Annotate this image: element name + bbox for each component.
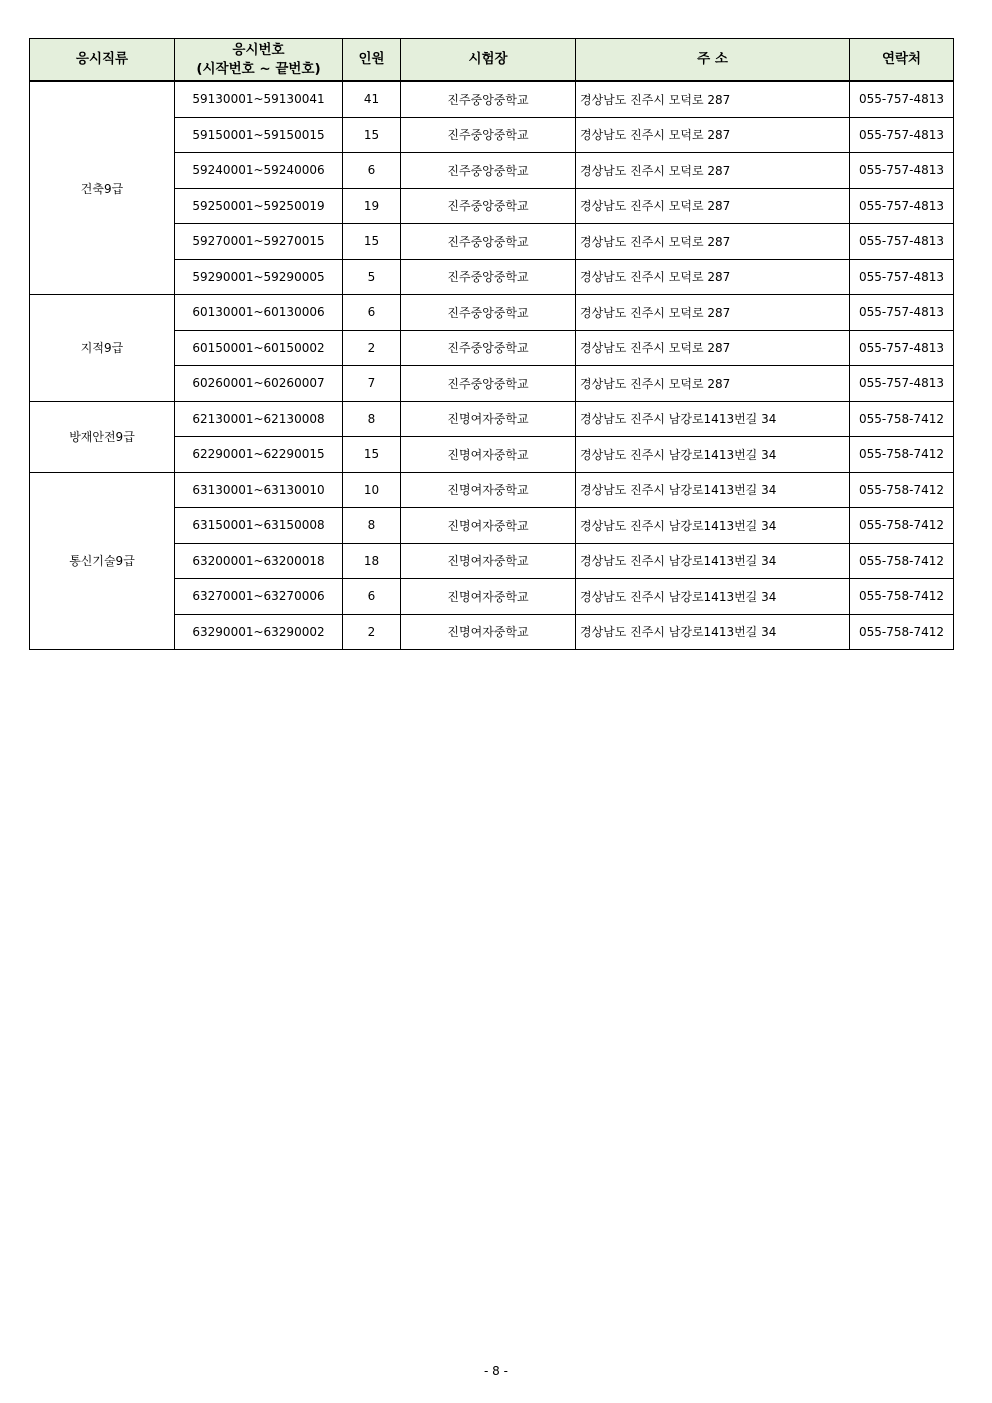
category-cell: 건축9급 bbox=[30, 81, 175, 295]
venue-cell: 진주중앙중학교 bbox=[401, 366, 576, 402]
venue-cell: 진주중앙중학교 bbox=[401, 295, 576, 331]
address-cell: 경상남도 진주시 모덕로 287 bbox=[576, 153, 850, 189]
address-cell: 경상남도 진주시 모덕로 287 bbox=[576, 366, 850, 402]
category-cell: 방재안전9급 bbox=[30, 401, 175, 472]
contact-cell: 055-757-4813 bbox=[850, 330, 954, 366]
exam-venue-table bbox=[29, 38, 954, 650]
contact-cell: 055-757-4813 bbox=[850, 188, 954, 224]
exam-number-range-cell: 63290001~63290002 bbox=[175, 614, 343, 650]
count-cell: 15 bbox=[343, 224, 401, 260]
venue-cell: 진주중앙중학교 bbox=[401, 117, 576, 153]
venue-cell: 진명여자중학교 bbox=[401, 579, 576, 615]
address-cell: 경상남도 진주시 남강로1413번길 34 bbox=[576, 579, 850, 615]
exam-number-range-cell: 59250001~59250019 bbox=[175, 188, 343, 224]
address-cell: 경상남도 진주시 모덕로 287 bbox=[576, 81, 850, 117]
header-exam-number-line2: (시작번호 ~ 끝번호) bbox=[196, 60, 321, 77]
venue-cell: 진주중앙중학교 bbox=[401, 153, 576, 189]
contact-cell: 055-758-7412 bbox=[850, 472, 954, 508]
address-cell: 경상남도 진주시 남강로1413번길 34 bbox=[576, 543, 850, 579]
contact-cell: 055-757-4813 bbox=[850, 153, 954, 189]
address-cell: 경상남도 진주시 모덕로 287 bbox=[576, 224, 850, 260]
exam-number-range-cell: 60130001~60130006 bbox=[175, 295, 343, 331]
venue-cell: 진주중앙중학교 bbox=[401, 188, 576, 224]
table-header-row bbox=[30, 39, 954, 82]
count-cell: 8 bbox=[343, 508, 401, 544]
exam-number-range-cell: 62130001~62130008 bbox=[175, 401, 343, 437]
contact-cell: 055-757-4813 bbox=[850, 81, 954, 117]
venue-cell: 진주중앙중학교 bbox=[401, 330, 576, 366]
contact-cell: 055-758-7412 bbox=[850, 579, 954, 615]
category-cell: 통신기술9급 bbox=[30, 472, 175, 650]
address-cell: 경상남도 진주시 모덕로 287 bbox=[576, 259, 850, 295]
count-cell: 2 bbox=[343, 330, 401, 366]
exam-number-range-cell: 63270001~63270006 bbox=[175, 579, 343, 615]
address-cell: 경상남도 진주시 모덕로 287 bbox=[576, 295, 850, 331]
count-cell: 6 bbox=[343, 579, 401, 615]
address-cell: 경상남도 진주시 남강로1413번길 34 bbox=[576, 437, 850, 473]
address-cell: 경상남도 진주시 모덕로 287 bbox=[576, 188, 850, 224]
category-cell: 지적9급 bbox=[30, 295, 175, 402]
contact-cell: 055-758-7412 bbox=[850, 543, 954, 579]
header-count: 인원 bbox=[343, 39, 401, 82]
contact-cell: 055-757-4813 bbox=[850, 366, 954, 402]
address-cell: 경상남도 진주시 남강로1413번길 34 bbox=[576, 401, 850, 437]
venue-cell: 진명여자중학교 bbox=[401, 543, 576, 579]
table-row bbox=[30, 401, 954, 437]
venue-cell: 진명여자중학교 bbox=[401, 437, 576, 473]
contact-cell: 055-758-7412 bbox=[850, 401, 954, 437]
exam-number-range-cell: 59130001~59130041 bbox=[175, 81, 343, 117]
exam-number-range-cell: 59270001~59270015 bbox=[175, 224, 343, 260]
header-contact: 연락처 bbox=[850, 39, 954, 82]
venue-cell: 진명여자중학교 bbox=[401, 401, 576, 437]
table-row bbox=[30, 81, 954, 117]
count-cell: 15 bbox=[343, 437, 401, 473]
exam-number-range-cell: 59150001~59150015 bbox=[175, 117, 343, 153]
count-cell: 8 bbox=[343, 401, 401, 437]
address-cell: 경상남도 진주시 남강로1413번길 34 bbox=[576, 614, 850, 650]
venue-cell: 진주중앙중학교 bbox=[401, 224, 576, 260]
address-cell: 경상남도 진주시 남강로1413번길 34 bbox=[576, 472, 850, 508]
exam-number-range-cell: 63150001~63150008 bbox=[175, 508, 343, 544]
venue-cell: 진명여자중학교 bbox=[401, 472, 576, 508]
count-cell: 6 bbox=[343, 153, 401, 189]
contact-cell: 055-757-4813 bbox=[850, 259, 954, 295]
contact-cell: 055-757-4813 bbox=[850, 117, 954, 153]
exam-number-range-cell: 63130001~63130010 bbox=[175, 472, 343, 508]
exam-number-range-cell: 63200001~63200018 bbox=[175, 543, 343, 579]
header-exam-number bbox=[175, 39, 343, 82]
venue-cell: 진주중앙중학교 bbox=[401, 259, 576, 295]
count-cell: 19 bbox=[343, 188, 401, 224]
header-venue: 시험장 bbox=[401, 39, 576, 82]
venue-cell: 진주중앙중학교 bbox=[401, 81, 576, 117]
venue-cell: 진명여자중학교 bbox=[401, 508, 576, 544]
page-number: - 8 - bbox=[484, 1364, 508, 1378]
address-cell: 경상남도 진주시 모덕로 287 bbox=[576, 330, 850, 366]
header-exam-number-line1: 응시번호 bbox=[232, 41, 285, 58]
count-cell: 18 bbox=[343, 543, 401, 579]
address-cell: 경상남도 진주시 남강로1413번길 34 bbox=[576, 508, 850, 544]
contact-cell: 055-757-4813 bbox=[850, 295, 954, 331]
venue-cell: 진명여자중학교 bbox=[401, 614, 576, 650]
contact-cell: 055-758-7412 bbox=[850, 614, 954, 650]
contact-cell: 055-757-4813 bbox=[850, 224, 954, 260]
header-category: 응시직류 bbox=[30, 39, 175, 82]
address-cell: 경상남도 진주시 모덕로 287 bbox=[576, 117, 850, 153]
exam-number-range-cell: 60260001~60260007 bbox=[175, 366, 343, 402]
exam-number-range-cell: 62290001~62290015 bbox=[175, 437, 343, 473]
table-row bbox=[30, 295, 954, 331]
count-cell: 7 bbox=[343, 366, 401, 402]
header-address: 주 소 bbox=[576, 39, 850, 82]
count-cell: 2 bbox=[343, 614, 401, 650]
count-cell: 41 bbox=[343, 81, 401, 117]
count-cell: 10 bbox=[343, 472, 401, 508]
count-cell: 5 bbox=[343, 259, 401, 295]
exam-number-range-cell: 59290001~59290005 bbox=[175, 259, 343, 295]
count-cell: 15 bbox=[343, 117, 401, 153]
exam-number-range-cell: 59240001~59240006 bbox=[175, 153, 343, 189]
contact-cell: 055-758-7412 bbox=[850, 508, 954, 544]
contact-cell: 055-758-7412 bbox=[850, 437, 954, 473]
table-body bbox=[30, 81, 954, 650]
count-cell: 6 bbox=[343, 295, 401, 331]
exam-number-range-cell: 60150001~60150002 bbox=[175, 330, 343, 366]
table-row bbox=[30, 472, 954, 508]
